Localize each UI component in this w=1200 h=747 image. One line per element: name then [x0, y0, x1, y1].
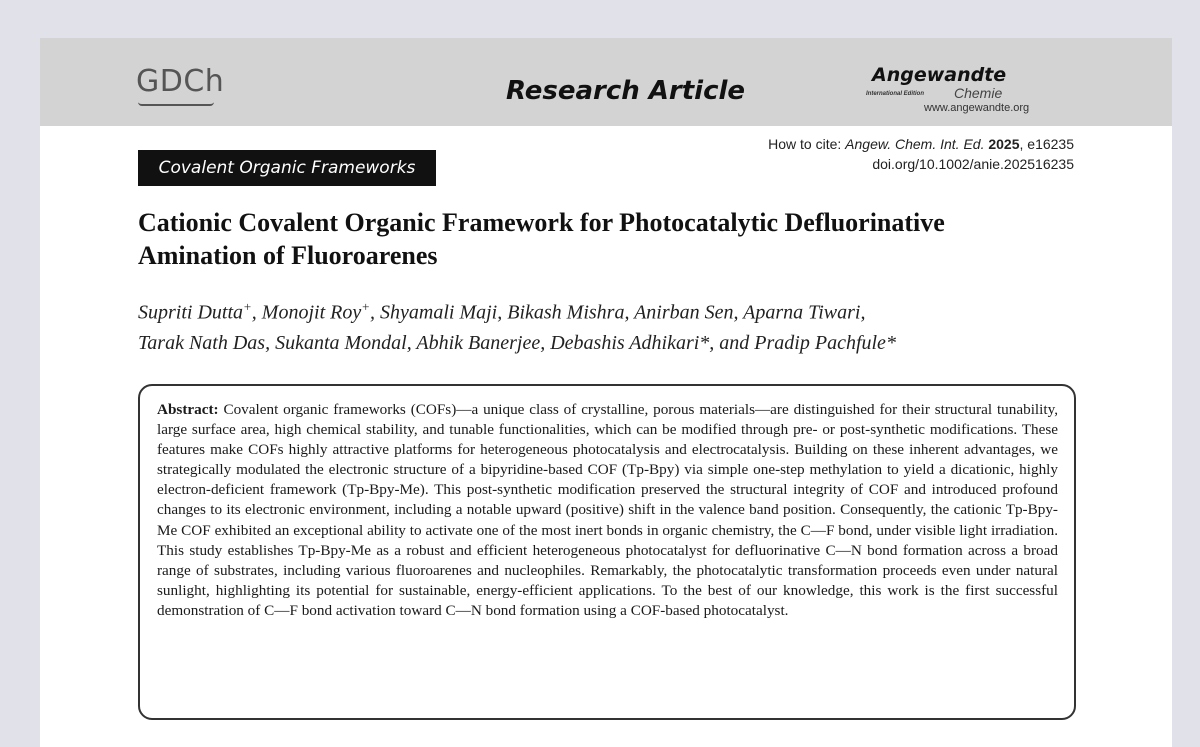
citation-doi[interactable]: doi.org/10.1002/anie.202516235: [872, 156, 1074, 172]
citation-article-number: , e16235: [1019, 136, 1074, 152]
abstract-label: Abstract:: [157, 401, 219, 418]
author-name: Supriti Dutta: [138, 301, 244, 324]
citation-journal: Angew. Chem. Int. Ed.: [845, 136, 985, 152]
author-name: Debashis Adhikari: [550, 331, 700, 354]
gdch-logo: GDCh: [136, 64, 225, 99]
author-name: Monojit Roy: [261, 301, 362, 324]
author-name: Aparna Tiwari: [743, 301, 861, 324]
journal-url: www.angewandte.org: [924, 102, 1030, 114]
category-label: Covalent Organic Frameworks: [138, 150, 436, 186]
author-mark: *: [885, 331, 896, 354]
journal-name: Angewandte: [872, 64, 1007, 86]
journal-logo: [866, 64, 1076, 120]
citation-prefix: How to cite:: [768, 136, 846, 152]
article-title: Cationic Covalent Organic Framework for Photocatalytic Defluorinative Amination of Fluoroarenes: [138, 208, 945, 270]
journal-edition: International Edition: [866, 91, 924, 97]
author-mark: *: [699, 331, 710, 354]
abstract: [157, 400, 1058, 621]
article-page: [40, 38, 1172, 747]
citation: [768, 134, 1074, 174]
abstract-box: [138, 384, 1076, 720]
author-name: Abhik Banerjee: [416, 331, 541, 354]
author-name: Bikash Mishra: [507, 301, 625, 324]
author-mark: +: [243, 299, 252, 314]
author-list: Supriti Dutta+, Monojit Roy+, Shyamali Maji, Bikash Mishra, Anirban Sen, Aparna Tiwari, Tarak Nath Das, Sukanta Mondal, Abhik Banerjee, Debashis Adhikari*, and Pradip Pachfule*: [138, 299, 896, 354]
author-mark: +: [361, 299, 371, 314]
journal-subtitle: Chemie: [954, 85, 1003, 101]
author-name: Shyamali Maji: [380, 301, 498, 324]
author-name: Anirban Sen: [634, 301, 734, 324]
author-name: Sukanta Mondal: [275, 331, 407, 354]
citation-line: [768, 134, 1074, 154]
citation-year: 2025: [988, 136, 1020, 152]
gdch-logo-underline: [138, 102, 214, 106]
abstract-text: Covalent organic frameworks (COFs)—a unique class of crystalline, porous materials—are distinguished for their structural tunability, large surface area, high chemical stability, and tunable functionalities, which can be modified through pre- or post-synthetic modifications. These features make COFs highly attractive platforms for heterogeneous photocatalysis and electrocatalysis. Building on these inherent advantages, we strategically modulated the electronic structure of a bipyridine-based COF (Tp-Bpy) via simple one-step methylation to yield a dicationic, highly electron-deficient framework (Tp-Bpy-Me). This post-synthetic modification preserved the structural integrity of COF and introduced profound changes to its electronic environment, including a notable upward (positive) shift in the valence band position. Consequently, the cationic Tp-Bpy-Me COF exhibited an exceptional ability to activate one of the most inert bonds in organic chemistry, the C—F bond, under visible light irradiation. This study establishes Tp-Bpy-Me as a robust and efficient heterogeneous photocatalyst for defluorinative C—N bond formation across a broad range of substrates, including various fluoroarenes and nucleophiles. Remarkably, the photocatalytic transformation proceeds even under natural sunlight, highlighting its potential for sustainable, energy-efficient applications. To the best of our knowledge, this work is the first successful demonstration of C—F bond activation toward C—N bond formation using a COF-based photocatalyst.: [157, 401, 1058, 619]
author-name: Tarak Nath Das: [138, 331, 266, 354]
header-band: [40, 38, 1172, 126]
author-name: Pradip Pachfule: [754, 331, 886, 354]
article-type: Research Article: [506, 76, 746, 106]
